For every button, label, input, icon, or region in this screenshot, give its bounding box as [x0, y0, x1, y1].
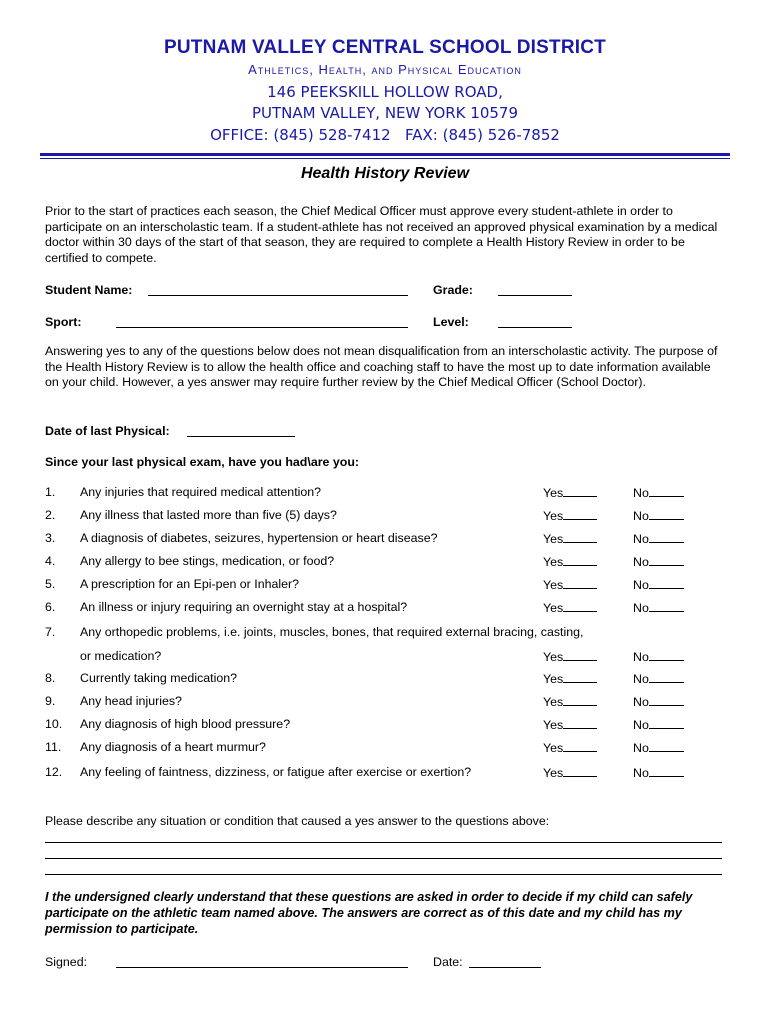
address-line-1: 146 PEEKSKILL HOLLOW ROAD, [267, 83, 503, 101]
level-label: Level: [433, 315, 469, 329]
question-number: 4. [45, 554, 56, 568]
yes-answer[interactable] [543, 649, 597, 664]
no-label: No [633, 650, 649, 664]
question-text: Any illness that lasted more than five (5) days? [80, 508, 337, 522]
no-blank[interactable] [649, 508, 684, 520]
attestation-statement: I the undersigned clearly understand that these questions are asked in order to decide if my child can safely participate on the athletic team named above. The answers are correct as of this date and my child has my permission to participate. [45, 890, 693, 936]
no-answer[interactable] [633, 554, 684, 569]
no-answer[interactable] [633, 765, 684, 780]
question-text: Currently taking medication? [80, 671, 238, 685]
no-label: No [633, 766, 649, 780]
yes-label: Yes [543, 650, 564, 664]
header-divider [40, 153, 730, 156]
yes-label: Yes [543, 766, 564, 780]
yes-label: Yes [543, 672, 564, 686]
question-text: A prescription for an Epi-pen or Inhaler? [80, 577, 300, 591]
no-label: No [633, 509, 649, 523]
no-label: No [633, 532, 649, 546]
yes-blank[interactable] [563, 508, 597, 520]
department-subtitle: Athletics, Health, and Physical Education [248, 62, 522, 77]
yes-blank[interactable] [563, 717, 597, 729]
no-blank[interactable] [649, 531, 684, 543]
yes-answer[interactable] [543, 765, 597, 780]
address-line-2: PUTNAM VALLEY, NEW YORK 10579 [251, 104, 519, 122]
yes-blank[interactable] [563, 531, 597, 543]
yes-blank[interactable] [563, 554, 597, 566]
no-answer[interactable] [633, 485, 684, 500]
no-answer[interactable] [633, 717, 684, 732]
yes-answer[interactable] [543, 508, 597, 523]
no-label: No [633, 578, 649, 592]
question-number: 12. [45, 765, 63, 779]
description-line-1[interactable] [45, 842, 722, 843]
yes-label: Yes [543, 601, 564, 615]
contact-line: OFFICE: (845) 528-7412 FAX: (845) 526-7852 [210, 126, 560, 144]
date-field[interactable] [469, 955, 541, 968]
question-text: Any feeling of faintness, dizziness, or fatigue after exercise or exertion? [80, 765, 472, 779]
no-label: No [633, 555, 649, 569]
yes-label: Yes [543, 532, 564, 546]
no-answer[interactable] [633, 740, 684, 755]
yes-label: Yes [543, 486, 564, 500]
yes-answer[interactable] [543, 740, 597, 755]
yes-label: Yes [543, 695, 564, 709]
yes-answer[interactable] [543, 671, 597, 686]
level-field[interactable] [498, 315, 572, 328]
description-line-2[interactable] [45, 858, 722, 859]
no-answer[interactable] [633, 531, 684, 546]
question-text: A diagnosis of diabetes, seizures, hypertension or heart disease? [80, 531, 438, 545]
question-number: 10. [45, 717, 63, 731]
yes-answer[interactable] [543, 694, 597, 709]
student-name-label: Student Name: [45, 283, 133, 297]
yes-answer[interactable] [543, 600, 597, 615]
district-title: PUTNAM VALLEY CENTRAL SCHOOL DISTRICT [164, 37, 606, 58]
yes-blank[interactable] [563, 671, 597, 683]
last-physical-field[interactable] [187, 424, 295, 437]
yes-answer[interactable] [543, 554, 597, 569]
question-number: 11. [45, 740, 62, 754]
signature-field[interactable] [116, 955, 408, 968]
yes-blank[interactable] [563, 694, 597, 706]
no-answer[interactable] [633, 508, 684, 523]
date-label: Date: [433, 955, 463, 969]
question-number: 9. [45, 694, 56, 708]
question-text: Any orthopedic problems, i.e. joints, muscles, bones, that required external bracing, casting, [80, 625, 584, 639]
grade-field[interactable] [498, 283, 572, 296]
no-answer[interactable] [633, 649, 684, 664]
grade-label: Grade: [433, 283, 473, 297]
yes-blank[interactable] [563, 485, 597, 497]
header-divider-thin [40, 158, 730, 159]
no-answer[interactable] [633, 694, 684, 709]
no-blank[interactable] [649, 600, 684, 612]
question-text: Any diagnosis of high blood pressure? [80, 717, 291, 731]
signed-label: Signed: [45, 955, 88, 969]
student-name-field[interactable] [148, 283, 408, 296]
question-number: 5. [45, 577, 56, 591]
question-text: An illness or injury requiring an overnight stay at a hospital? [80, 600, 408, 614]
no-blank[interactable] [649, 554, 684, 566]
no-blank[interactable] [649, 717, 684, 729]
question-number: 8. [45, 671, 56, 685]
yes-blank[interactable] [563, 649, 597, 661]
yes-blank[interactable] [563, 600, 597, 612]
yes-answer[interactable] [543, 577, 597, 592]
no-label: No [633, 672, 649, 686]
sport-label: Sport: [45, 315, 82, 329]
no-label: No [633, 695, 649, 709]
yes-answer[interactable] [543, 485, 597, 500]
yes-blank[interactable] [563, 577, 597, 589]
sport-field[interactable] [116, 315, 408, 328]
no-blank[interactable] [649, 577, 684, 589]
yes-label: Yes [543, 555, 564, 569]
no-label: No [633, 601, 649, 615]
no-answer[interactable] [633, 577, 684, 592]
describe-prompt: Please describe any situation or condition that caused a yes answer to the questions above: [45, 814, 550, 828]
yes-label: Yes [543, 741, 564, 755]
no-label: No [633, 718, 649, 732]
question-number: 1. [45, 485, 56, 499]
yes-blank[interactable] [563, 765, 597, 777]
question-text-continued: or medication? [80, 649, 162, 663]
yes-answer[interactable] [543, 531, 597, 546]
no-answer[interactable] [633, 671, 684, 686]
no-blank[interactable] [649, 671, 684, 683]
no-blank[interactable] [649, 485, 684, 497]
question-number: 3. [45, 531, 56, 545]
question-number: 7. [45, 625, 56, 639]
question-text: Any head injuries? [80, 694, 182, 708]
question-number: 6. [45, 600, 56, 614]
question-text: Any allergy to bee stings, medication, or food? [80, 554, 335, 568]
no-blank[interactable] [649, 740, 684, 752]
no-answer[interactable] [633, 600, 684, 615]
questions-intro: Since your last physical exam, have you had\are you: [45, 455, 360, 469]
disclaimer-paragraph: Answering yes to any of the questions below does not mean disqualification from an interscholastic activity. The purpose of the Health History Review is to allow the health office and coaching staff to have the most up to date information available on your child. However, a yes answer may require further review by the Chief Medical Officer (School Doctor). [45, 344, 718, 389]
no-blank[interactable] [649, 694, 684, 706]
intro-paragraph: Prior to the start of practices each season, the Chief Medical Officer must approve every student-athlete in order to participate on an interscholastic team. If a student-athlete has not received an approved physical examination by a medical doctor within 30 days of the start of that season, they are required to complete a Health History Review in order to be certified to compete. [45, 204, 718, 265]
no-label: No [633, 486, 649, 500]
description-line-3[interactable] [45, 874, 722, 875]
no-label: No [633, 741, 649, 755]
yes-label: Yes [543, 509, 564, 523]
yes-label: Yes [543, 718, 564, 732]
no-blank[interactable] [649, 765, 684, 777]
question-text: Any diagnosis of a heart murmur? [80, 740, 266, 754]
question-text: Any injuries that required medical attention? [80, 485, 322, 499]
last-physical-label: Date of last Physical: [45, 424, 170, 438]
yes-blank[interactable] [563, 740, 597, 752]
page-title: Health History Review [300, 165, 470, 182]
yes-answer[interactable] [543, 717, 597, 732]
yes-label: Yes [543, 578, 564, 592]
question-number: 2. [45, 508, 56, 522]
no-blank[interactable] [649, 649, 684, 661]
